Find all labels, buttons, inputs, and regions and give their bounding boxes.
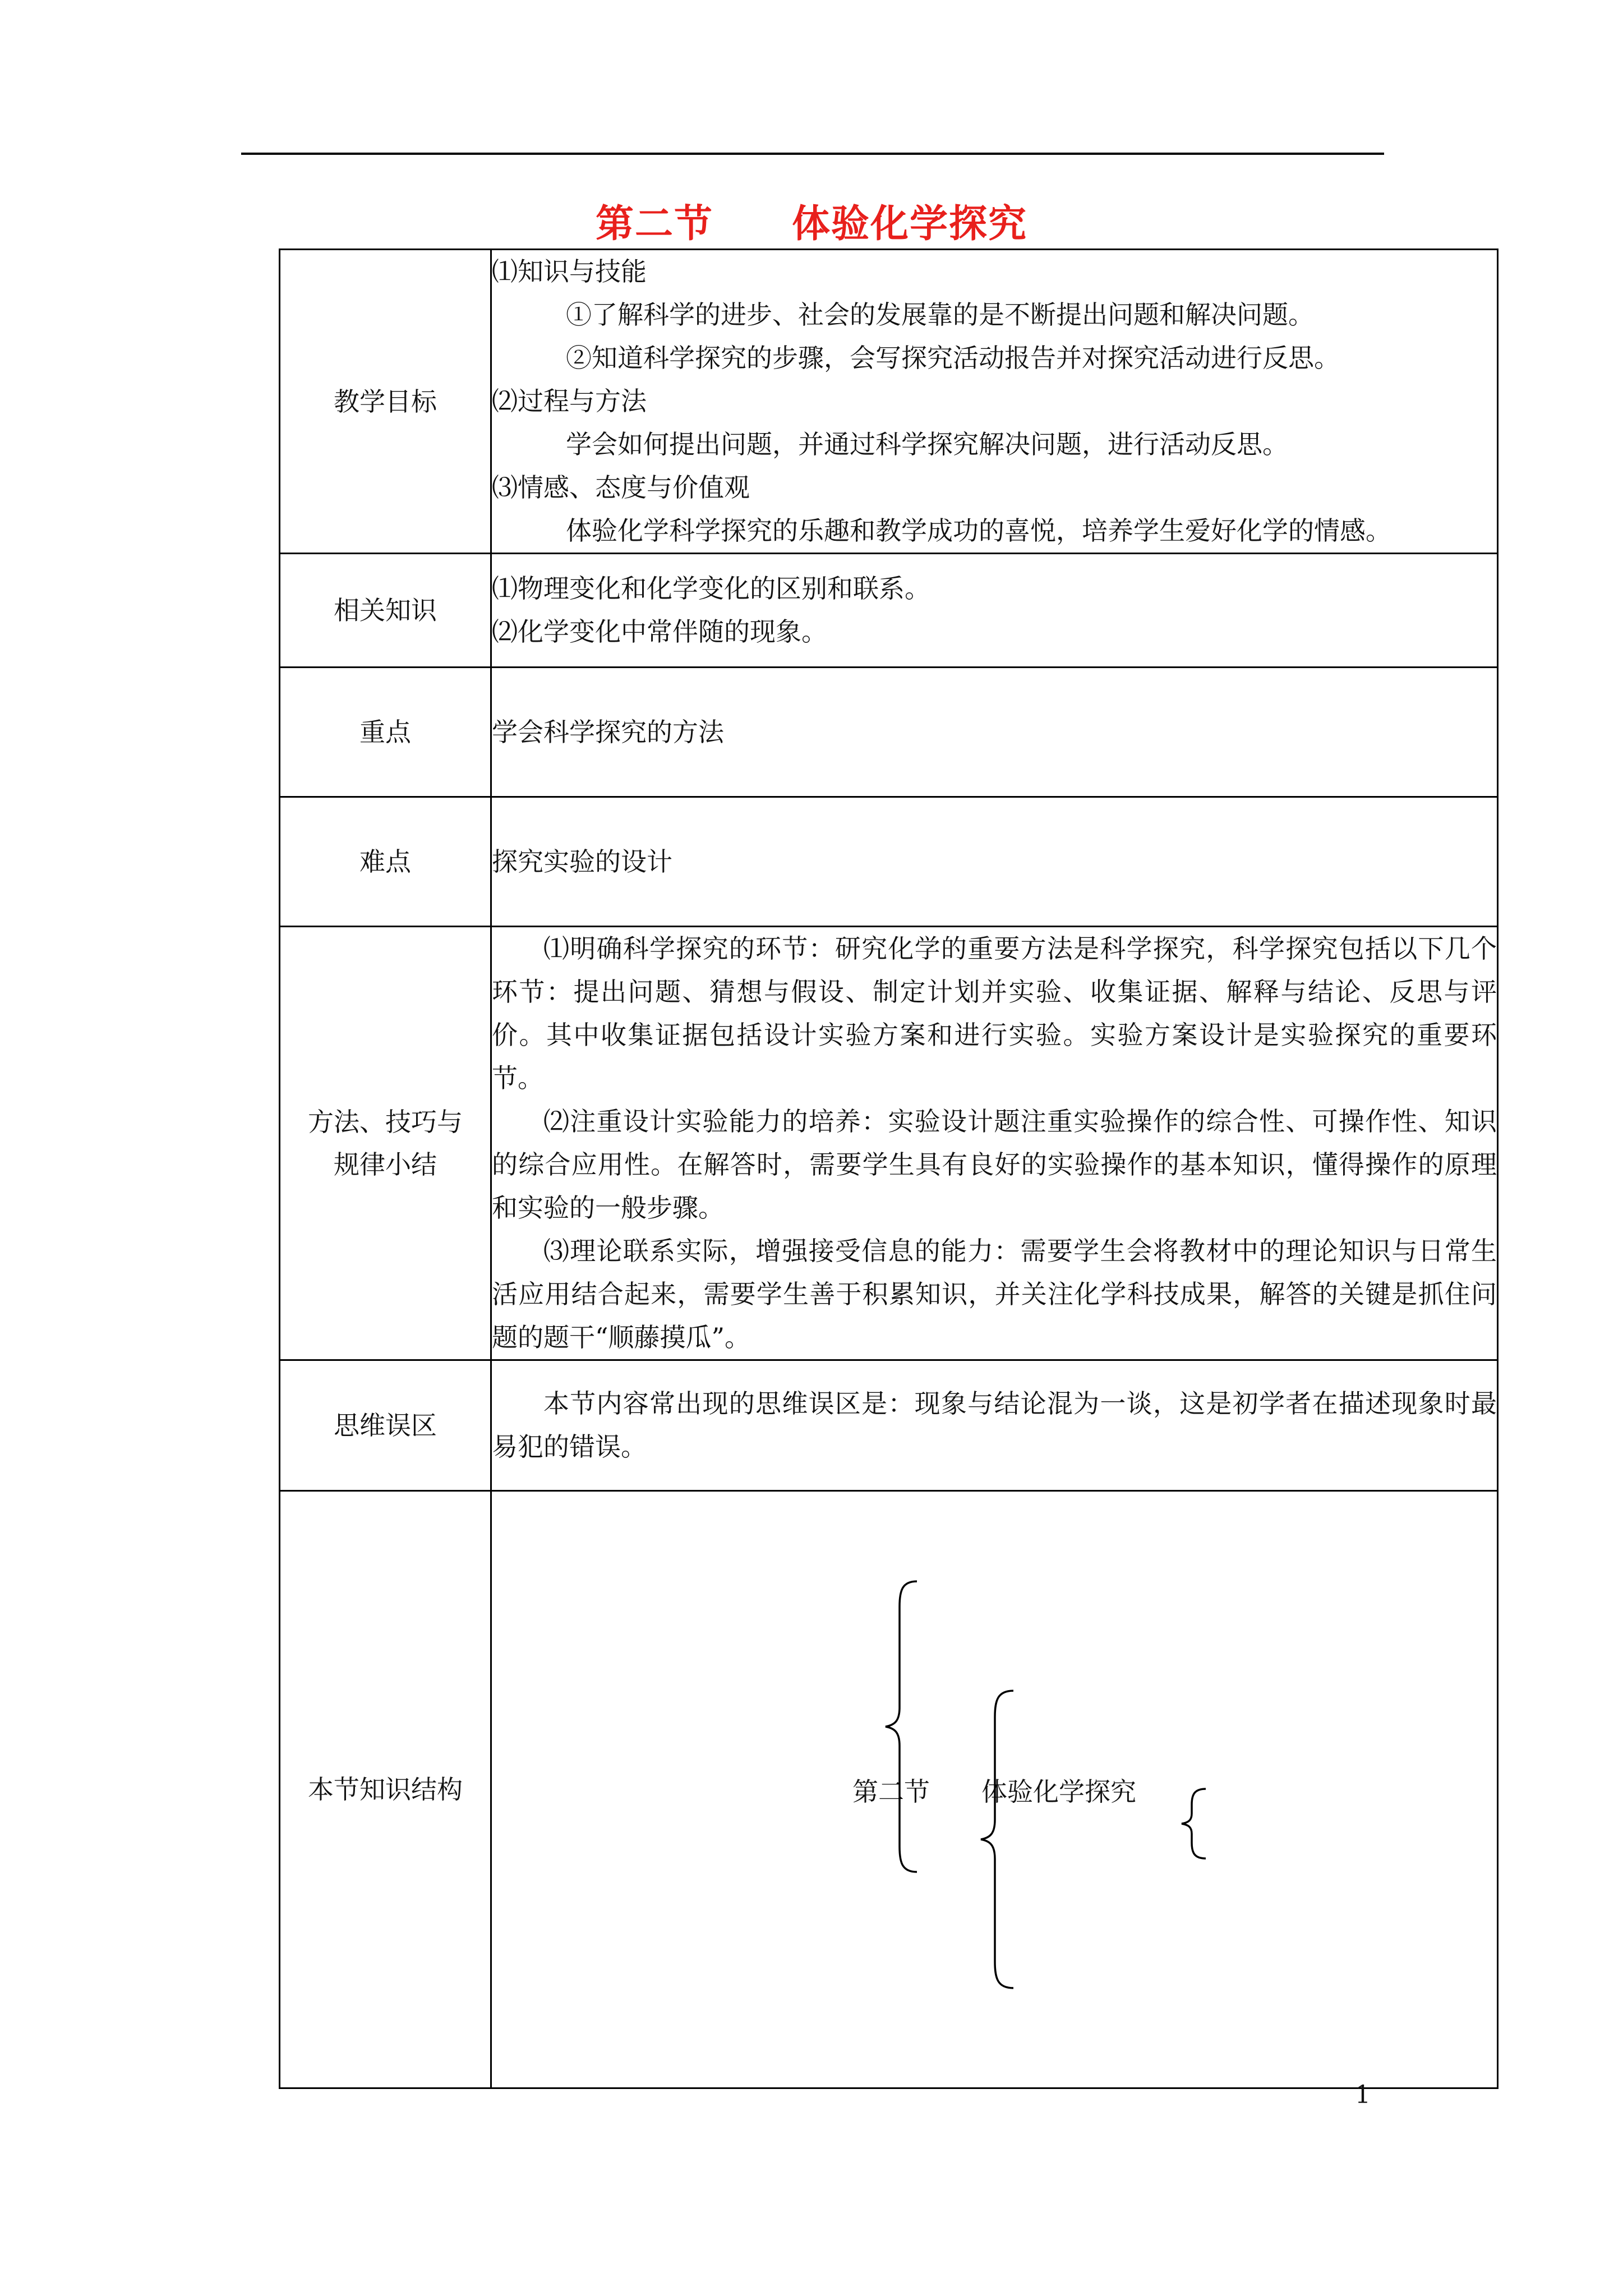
related-item: ⑴物理变化和化学变化的区别和联系。 bbox=[492, 573, 930, 604]
objective-item: 体验化学科学探究的乐趣和教学成功的喜悦，培养学生爱好化学的情感。 bbox=[566, 516, 1391, 546]
objective-heading-knowledge: ⑴知识与技能 bbox=[492, 256, 647, 287]
brace-small bbox=[1182, 1789, 1206, 1858]
difficulty-content: 探究实验的设计 bbox=[491, 797, 1498, 927]
structure-title: 第二节 体验化学探究 bbox=[852, 1777, 1136, 1807]
lesson-plan-table bbox=[279, 249, 1498, 2089]
objective-item: 学会如何提出问题，并通过科学探究解决问题，进行活动反思。 bbox=[566, 429, 1288, 459]
brace-left bbox=[886, 1581, 917, 1872]
methods-paragraph: ⑴明确科学探究的环节：研究化学的重要方法是科学探究，科学探究包括以下几个环节：提出问题、猜想与假设、制定计划并实验、收集证据、解释与结论、反思与评价。其中收集证据包括设计实验方案和进行实验。实验方案设计是实验探究的重要环节。 bbox=[492, 933, 1497, 1093]
misconceptions-content bbox=[491, 1360, 1498, 1491]
knowledge-structure-braces bbox=[492, 1492, 1498, 2087]
related-content bbox=[491, 554, 1498, 668]
objective-item: ①了解科学的进步、社会的发展靠的是不断提出问题和解决问题。 bbox=[566, 300, 1314, 330]
brace-middle bbox=[981, 1691, 1013, 1988]
table-row-related bbox=[280, 554, 1498, 668]
table-row-methods bbox=[280, 927, 1498, 1360]
objectives-label: 教学目标 bbox=[280, 250, 491, 554]
methods-paragraph: ⑶理论联系实际，增强接受信息的能力：需要学生会将教材中的理论知识与日常生活应用结合起来，需要学生善于积累知识，并关注化学科技成果，解答的关键是抓住问题的题干“顺藤摸瓜”。 bbox=[492, 1236, 1497, 1352]
objective-heading-attitude: ⑶情感、态度与价值观 bbox=[492, 472, 750, 503]
methods-label-line: 方法、技巧与 bbox=[308, 1107, 463, 1137]
methods-content bbox=[491, 927, 1498, 1360]
key-point-label: 重点 bbox=[280, 668, 491, 797]
methods-label-line: 规律小结 bbox=[334, 1149, 437, 1180]
difficulty-label: 难点 bbox=[280, 797, 491, 927]
structure-content bbox=[491, 1491, 1498, 2088]
objective-item: ②知道科学探究的步骤，会写探究活动报告并对探究活动进行反思。 bbox=[566, 343, 1340, 373]
misconceptions-paragraph: 本节内容常出现的思维误区是：现象与结论混为一谈，这是初学者在描述现象时最易犯的错误。 bbox=[492, 1388, 1497, 1462]
table-row-objectives bbox=[280, 250, 1498, 554]
misconceptions-label: 思维误区 bbox=[280, 1360, 491, 1491]
table-row-difficulty bbox=[280, 797, 1498, 927]
table-row-key-point bbox=[280, 668, 1498, 797]
objective-heading-process: ⑵过程与方法 bbox=[492, 386, 647, 416]
methods-label bbox=[280, 927, 491, 1360]
related-item: ⑵化学变化中常伴随的现象。 bbox=[492, 616, 827, 647]
objectives-content bbox=[491, 250, 1498, 554]
table-row-structure bbox=[280, 1491, 1498, 2088]
methods-paragraph: ⑵注重设计实验能力的培养：实验设计题注重实验操作的综合性、可操作性、知识的综合应用性。在解答时，需要学生具有良好的实验操作的基本知识，懂得操作的原理和实验的一般步骤。 bbox=[492, 1106, 1497, 1223]
structure-label: 本节知识结构 bbox=[280, 1491, 491, 2088]
header-rule bbox=[241, 153, 1384, 155]
document-title: 第二节 体验化学探究 bbox=[595, 201, 1027, 246]
related-label: 相关知识 bbox=[280, 554, 491, 668]
table-row-misconceptions bbox=[280, 1360, 1498, 1491]
key-point-content: 学会科学探究的方法 bbox=[491, 668, 1498, 797]
page-number: 1 bbox=[1355, 2081, 1371, 2109]
